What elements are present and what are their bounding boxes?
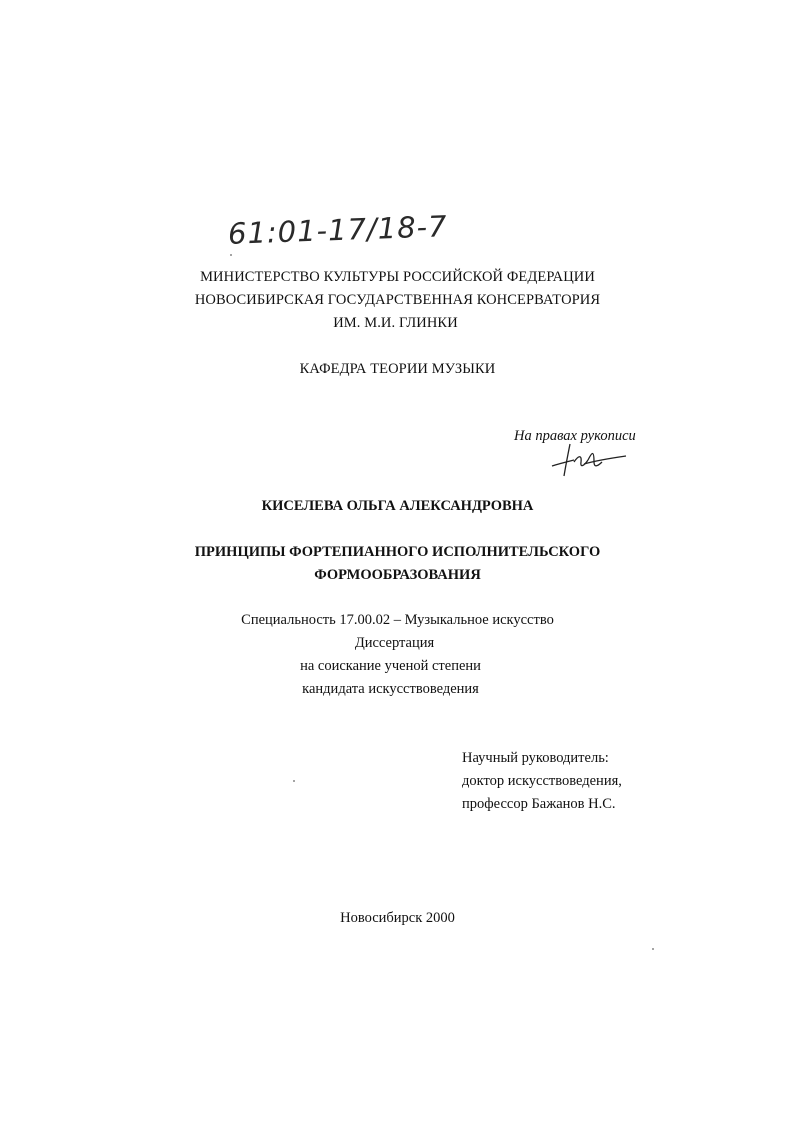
- specialty-line: Специальность 17.00.02 – Музыкальное искусство: [241, 612, 554, 628]
- manuscript-note: На правах рукописи: [514, 428, 636, 444]
- degree-type-line: кандидата искусствоведения: [302, 681, 479, 697]
- dissertation-label: Диссертация: [354, 635, 435, 651]
- supervisor-degree: доктор искусствоведения,: [462, 773, 622, 789]
- city-year: Новосибирск 2000: [340, 910, 455, 926]
- department-line: КАФЕДРА ТЕОРИИ МУЗЫКИ: [299, 361, 496, 377]
- scan-speck: [293, 780, 295, 782]
- conservatory-line: НОВОСИБИРСКАЯ ГОСУДАРСТВЕННАЯ КОНСЕРВАТОРИЯ: [194, 292, 601, 308]
- supervisor-name: профессор Бажанов Н.С.: [462, 796, 616, 812]
- degree-line: на соискание ученой степени: [300, 658, 481, 674]
- dissertation-title-line2: ФОРМООБРАЗОВАНИЯ: [314, 567, 481, 583]
- signature-icon: [548, 440, 628, 478]
- ministry-line: МИНИСТЕРСТВО КУЛЬТУРЫ РОССИЙСКОЙ ФЕДЕРАЦИИ: [200, 269, 595, 285]
- supervisor-label: Научный руководитель:: [462, 750, 609, 766]
- scan-speck: [652, 948, 654, 950]
- named-after-line: ИМ. М.И. ГЛИНКИ: [333, 315, 458, 331]
- handwritten-code: 61:01-17/18-7: [227, 209, 449, 251]
- author-name: КИСЕЛЕВА ОЛЬГА АЛЕКСАНДРОВНА: [261, 498, 534, 514]
- dissertation-title-line1: ПРИНЦИПЫ ФОРТЕПИАННОГО ИСПОЛНИТЕЛЬСКОГО: [194, 544, 601, 560]
- scan-speck: [230, 254, 232, 256]
